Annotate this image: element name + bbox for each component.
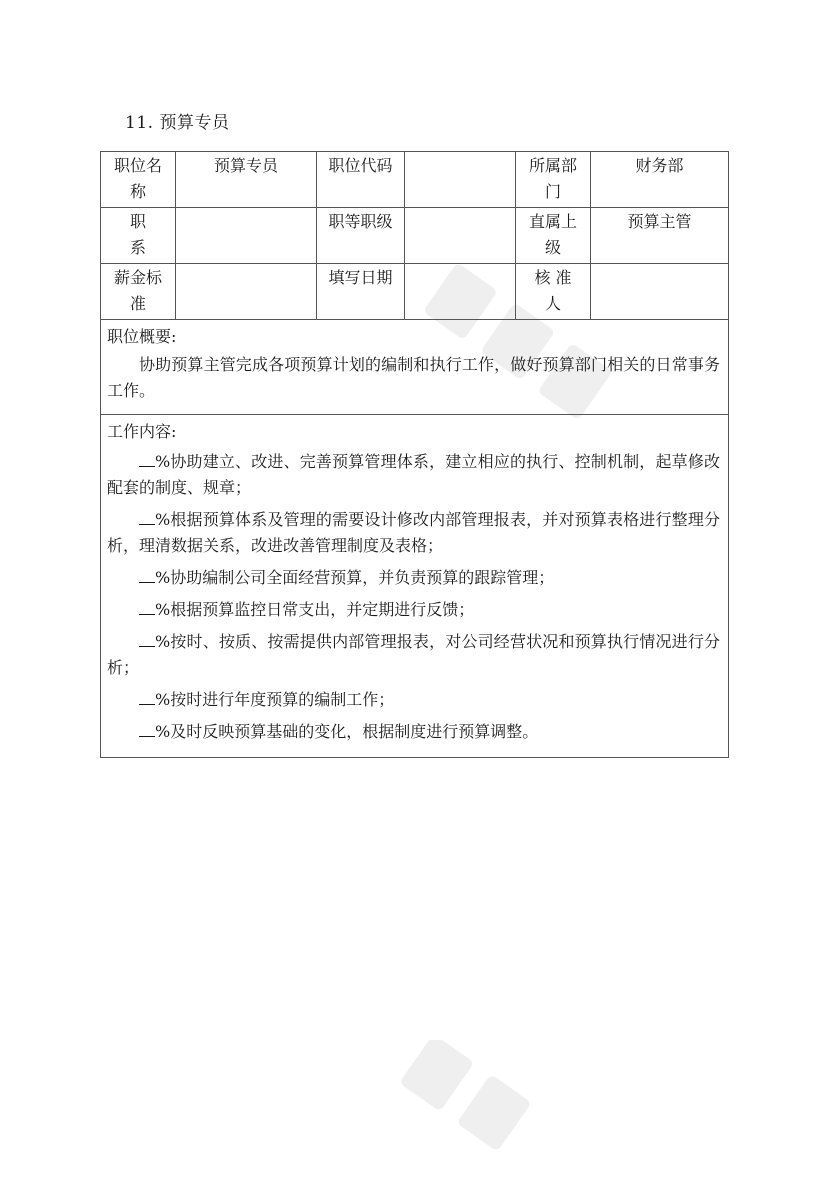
department-value: 财务部 — [591, 152, 729, 208]
summary-text: 协助预算主管完成各项预算计划的编制和执行工作，做好预算部门相关的日常事务工作。 — [107, 355, 720, 400]
duties-row — [101, 415, 729, 758]
job-description-table — [100, 151, 729, 758]
fill-date-value — [405, 264, 516, 320]
position-name-value: 预算专员 — [176, 152, 317, 208]
position-name-label: 职位名称 — [101, 152, 176, 208]
duties-heading: 工作内容: — [107, 422, 177, 441]
watermark-graphic — [340, 1040, 640, 1180]
duty-item-text: %根据预算监控日常支出，并定期进行反馈； — [155, 600, 475, 619]
position-code-label: 职位代码 — [317, 152, 405, 208]
job-grade-value — [405, 208, 516, 264]
duty-item-text: %协助编制公司全面经营预算，并负责预算的跟踪管理； — [155, 568, 555, 587]
summary-cell — [101, 320, 729, 415]
fill-blank — [139, 722, 155, 737]
summary-row — [101, 320, 729, 415]
duty-item — [107, 597, 720, 623]
fill-blank — [139, 452, 155, 467]
duty-item-text: %及时反映预算基础的变化，根据制度进行预算调整。 — [155, 722, 539, 741]
duty-item — [107, 629, 720, 681]
duty-item-text: %按时进行年度预算的编制工作； — [155, 690, 395, 709]
fill-blank — [139, 568, 155, 583]
fill-blank — [139, 690, 155, 705]
table-row — [101, 152, 729, 208]
section-title: 11. 预算专员 — [125, 113, 230, 133]
duty-item-text: %协助建立、改进、完善预算管理体系，建立相应的执行、控制机制，起草修改配套的制度、规章； — [107, 452, 720, 497]
duty-item — [107, 507, 720, 559]
job-grade-label: 职等职级 — [317, 208, 405, 264]
job-family-label: 职 系 — [101, 208, 176, 264]
duty-item — [107, 719, 720, 745]
salary-standard-label: 薪金标准 — [101, 264, 176, 320]
fill-date-label: 填写日期 — [317, 264, 405, 320]
supervisor-label: 直属上级 — [516, 208, 591, 264]
table-row — [101, 264, 729, 320]
duty-item-text: %按时、按质、按需提供内部管理报表，对公司经营状况和预算执行情况进行分析； — [107, 632, 720, 677]
fill-blank — [139, 510, 155, 525]
position-code-value — [405, 152, 516, 208]
department-label: 所属部门 — [516, 152, 591, 208]
fill-blank — [139, 600, 155, 615]
duty-item — [107, 565, 720, 591]
approver-value — [591, 264, 729, 320]
duty-item-text: %根据预算体系及管理的需要设计修改内部管理报表，并对预算表格进行整理分析，理清数据关系，改进改善管理制度及表格； — [107, 510, 720, 555]
duty-item — [107, 449, 720, 501]
table-row — [101, 208, 729, 264]
job-family-value — [176, 208, 317, 264]
duties-cell — [101, 415, 729, 758]
fill-blank — [139, 632, 155, 647]
duty-item — [107, 687, 720, 713]
summary-heading: 职位概要: — [107, 327, 177, 346]
salary-standard-value — [176, 264, 317, 320]
supervisor-value: 预算主管 — [591, 208, 729, 264]
approver-label: 核 准 人 — [516, 264, 591, 320]
